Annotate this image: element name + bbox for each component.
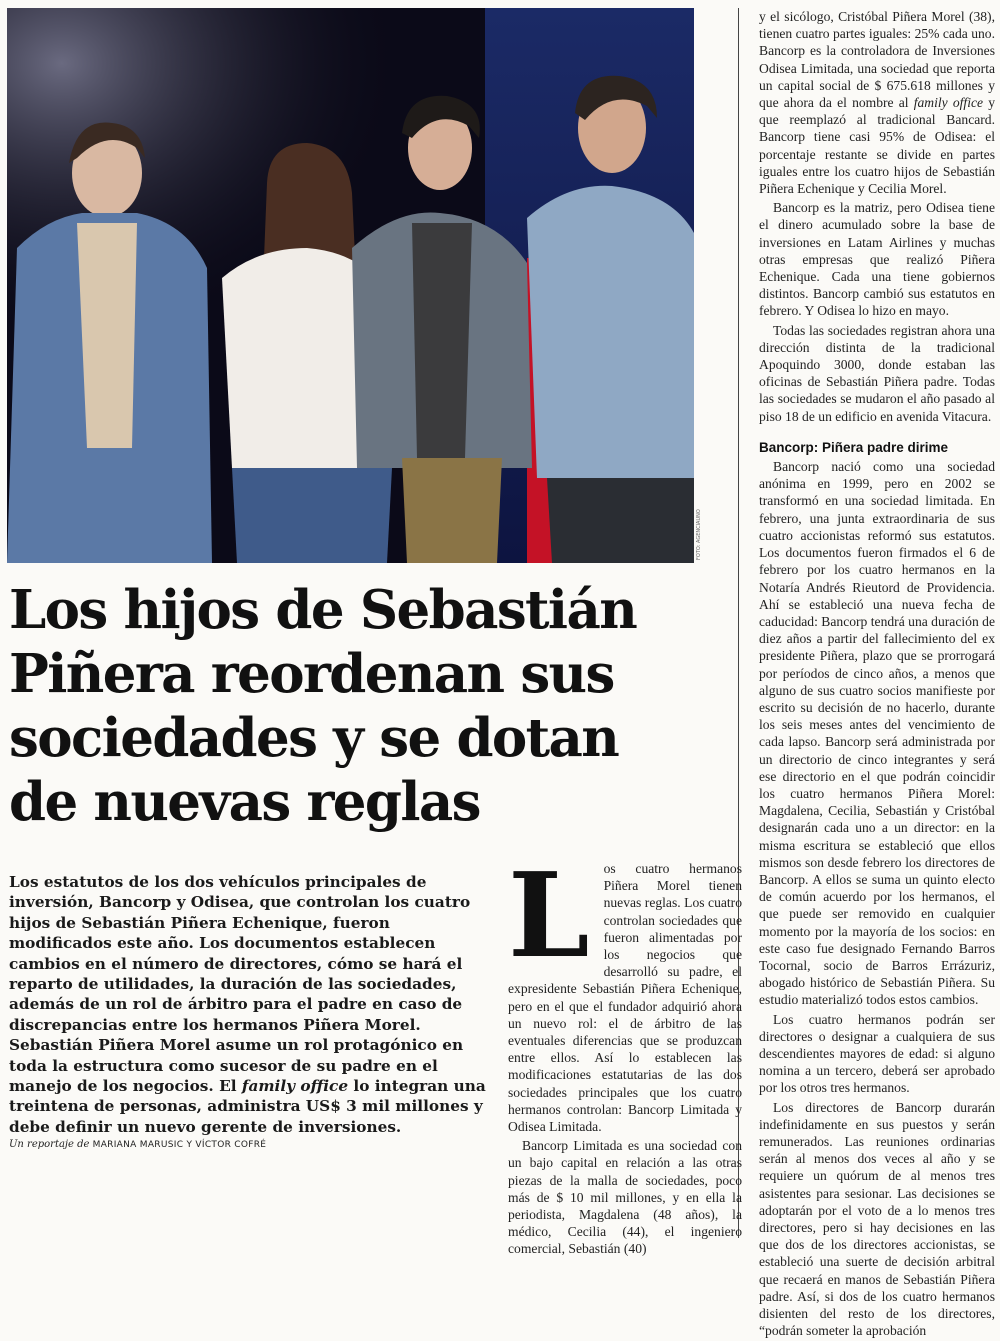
paragraph: Bancorp Limitada es una sociedad con un bajo capital en relación a las otras piezas de la malla de sociedades, poco más de $ 10 mil millones, y en ella la periodista, Magdalena (48 años), la médico, Cecilia (44), el ingeniero comercial, Sebastián (40) — [508, 1138, 742, 1257]
subheading: Bancorp: Piñera padre dirime — [759, 439, 949, 455]
lede — [9, 872, 492, 1137]
byline-prefix: Un reportaje de — [9, 1139, 90, 1150]
lede-italic: family office — [241, 1077, 349, 1096]
photo-illustration — [7, 8, 694, 563]
paragraph: Bancorp es la matriz, pero Odisea tiene el dinero acumulado sobre la base de inversiones en Latam Airlines y muchas otras empresas que realizó Piñera Echenique. Cada una tiene gobiernos distintos. Bancorp cambió sus estatutos en febrero. Y Odisea lo hizo en mayo. — [759, 200, 995, 319]
paragraph — [759, 8, 995, 197]
paragraph: Los directores de Bancorp durarán indefinidamente en sus puestos y serán remunerados. Las reuniones ordinarias serán al menos dos veces al año y se requiere un quórum de al menos tres asistentes para sesionar. Las decisiones se adoptarán por el voto de a lo menos tres directores, pero si hay decisiones en las que dos de los directores accionistas, se estableció una suerte de decisión arbitral que recaerá en manos de Sebastián Piñera padre. Así, si dos de los cuatro hermanos disienten del resto de los directores, “podrán someter la aprobación — [759, 1099, 995, 1339]
text: y que reemplazó al tradicional Bancard. Bancorp tiene casi 95% de Odisea: el porcentaje restante se divide en partes iguales entre los cuatro hijos de Sebastián Piñera Echenique y Cecilia Morel. — [759, 95, 995, 197]
byline — [9, 1139, 266, 1150]
photo-credit: FOTO: AGENCIAUNO — [696, 509, 702, 560]
news-photo — [7, 8, 694, 563]
lede-text-2: lo integran una treintena de personas, administra US$ 3 mil millones y debe definir un nuevo gerente de inversiones. — [9, 1077, 486, 1136]
italic-text: family office — [913, 95, 984, 111]
paragraph: Todas las sociedades registran ahora una dirección distinta de la tradicional Apoquindo 3000, donde estaban las oficinas de Sebastián Piñera padre. Todas las sociedades se mudaron el año pasado al piso 18 de un edificio en avenida Vitacura. — [759, 322, 995, 424]
paragraph: Bancorp nació como una sociedad anónima en 1999, pero en 2002 se transformó en una sociedad limitada. En febrero, una junta extraordinaria de sus cuatro accionistas reformó sus estatutos. Los documentos fueron firmados el 6 de febrero por los cuatro hermanos en la Notaría Andrés Rieutord de Providencia. Ahí se estableció una nueva fecha de caducidad: Bancorp tendrá una duración de diez años a partir del fallecimiento del ex presidente Piñera, plazo que se prorrogará por períodos de cinco años, a menos que alguno de sus cuatro socios manifieste por escrito su decisión de no hacerlo, durante los seis meses antes del vencimiento de cada lapso. Bancorp será administrada por un directorio de cinco integrantes y será ese directorio en el que podrán coincidir los cuatro hermanos Piñera Morel: Magdalena, Cecilia, Sebastián y Cristóbal designarán cada uno a un director: en la misma escritura se estableció que ellos mismos son desde febrero los directores de Bancorp. A ellos se suma un quinto electo de común acuerdo por los hermanos, el que puede ser removido en cualquier momento por la mayoría de los socios: en este caso fue designado Fernando Barros Tocornal, socio de Barros Errázuriz, abogado histórico de Sebastián Piñera. Su estudio materializó todos estos cambios. — [759, 459, 995, 1008]
article-column-middle — [508, 848, 742, 1260]
byline-names: MARIANA MARUSIC Y VÍCTOR COFRÉ — [92, 1140, 267, 1150]
paragraph: Los cuatro hermanos podrán ser directores o designar a cualquiera de sus descendientes mayores de edad: si alguno nomina a un tercero, deberá ser aprobado por los otros tres hermanos. — [759, 1011, 995, 1096]
drop-cap: L — [508, 848, 590, 984]
text: y el sicólogo, Cristóbal Piñera Morel (38), tienen cuatro partes iguales: 25% cada uno. Bancorp es la controladora de Inversiones Odisea Limitada, una sociedad que reporta un capital social de $ 675.618 millones y que ahora da el nombre al — [759, 9, 995, 111]
paragraph: os cuatro hermanos Piñera Morel tienen nuevas reglas. Los cuatro controlan sociedades que fueron alimentadas por los negocios que desarrolló su padre, el expresidente Sebastián Piñera Echenique, pero en el que el fundador adquirió ahora un nuevo rol: el de árbitro de las eventuales diferencias que se produzcan entre ellos. Así lo establecen las modificaciones estatutarias de las dos sociedades principales que los cuatro hermanos controlan: Bancorp Limitada y Odisea Limitada. — [508, 861, 742, 1135]
headline: Los hijos de Sebastián Piñera reordenan sus sociedades y se dotan de nuevas reglas — [9, 579, 637, 833]
article-column-right — [759, 8, 995, 1341]
lede-text-1: Los estatutos de los dos vehículos principales de inversión, Bancorp y Odisea, que controlan los cuatro hijos de Sebastián Piñera Echenique, fueron modificados este año. Los documentos establecen cambios en el número de directores, cómo se hará el reparto de utilidades, la duración de las sociedades, además de un rol de árbitro para el padre en caso de discrepancias entre los hermanos Piñera Morel. Sebastián Piñera Morel asume un rol protagónico en toda la estructura como sucesor de su padre en el manejo de los negocios. El — [9, 873, 471, 1096]
